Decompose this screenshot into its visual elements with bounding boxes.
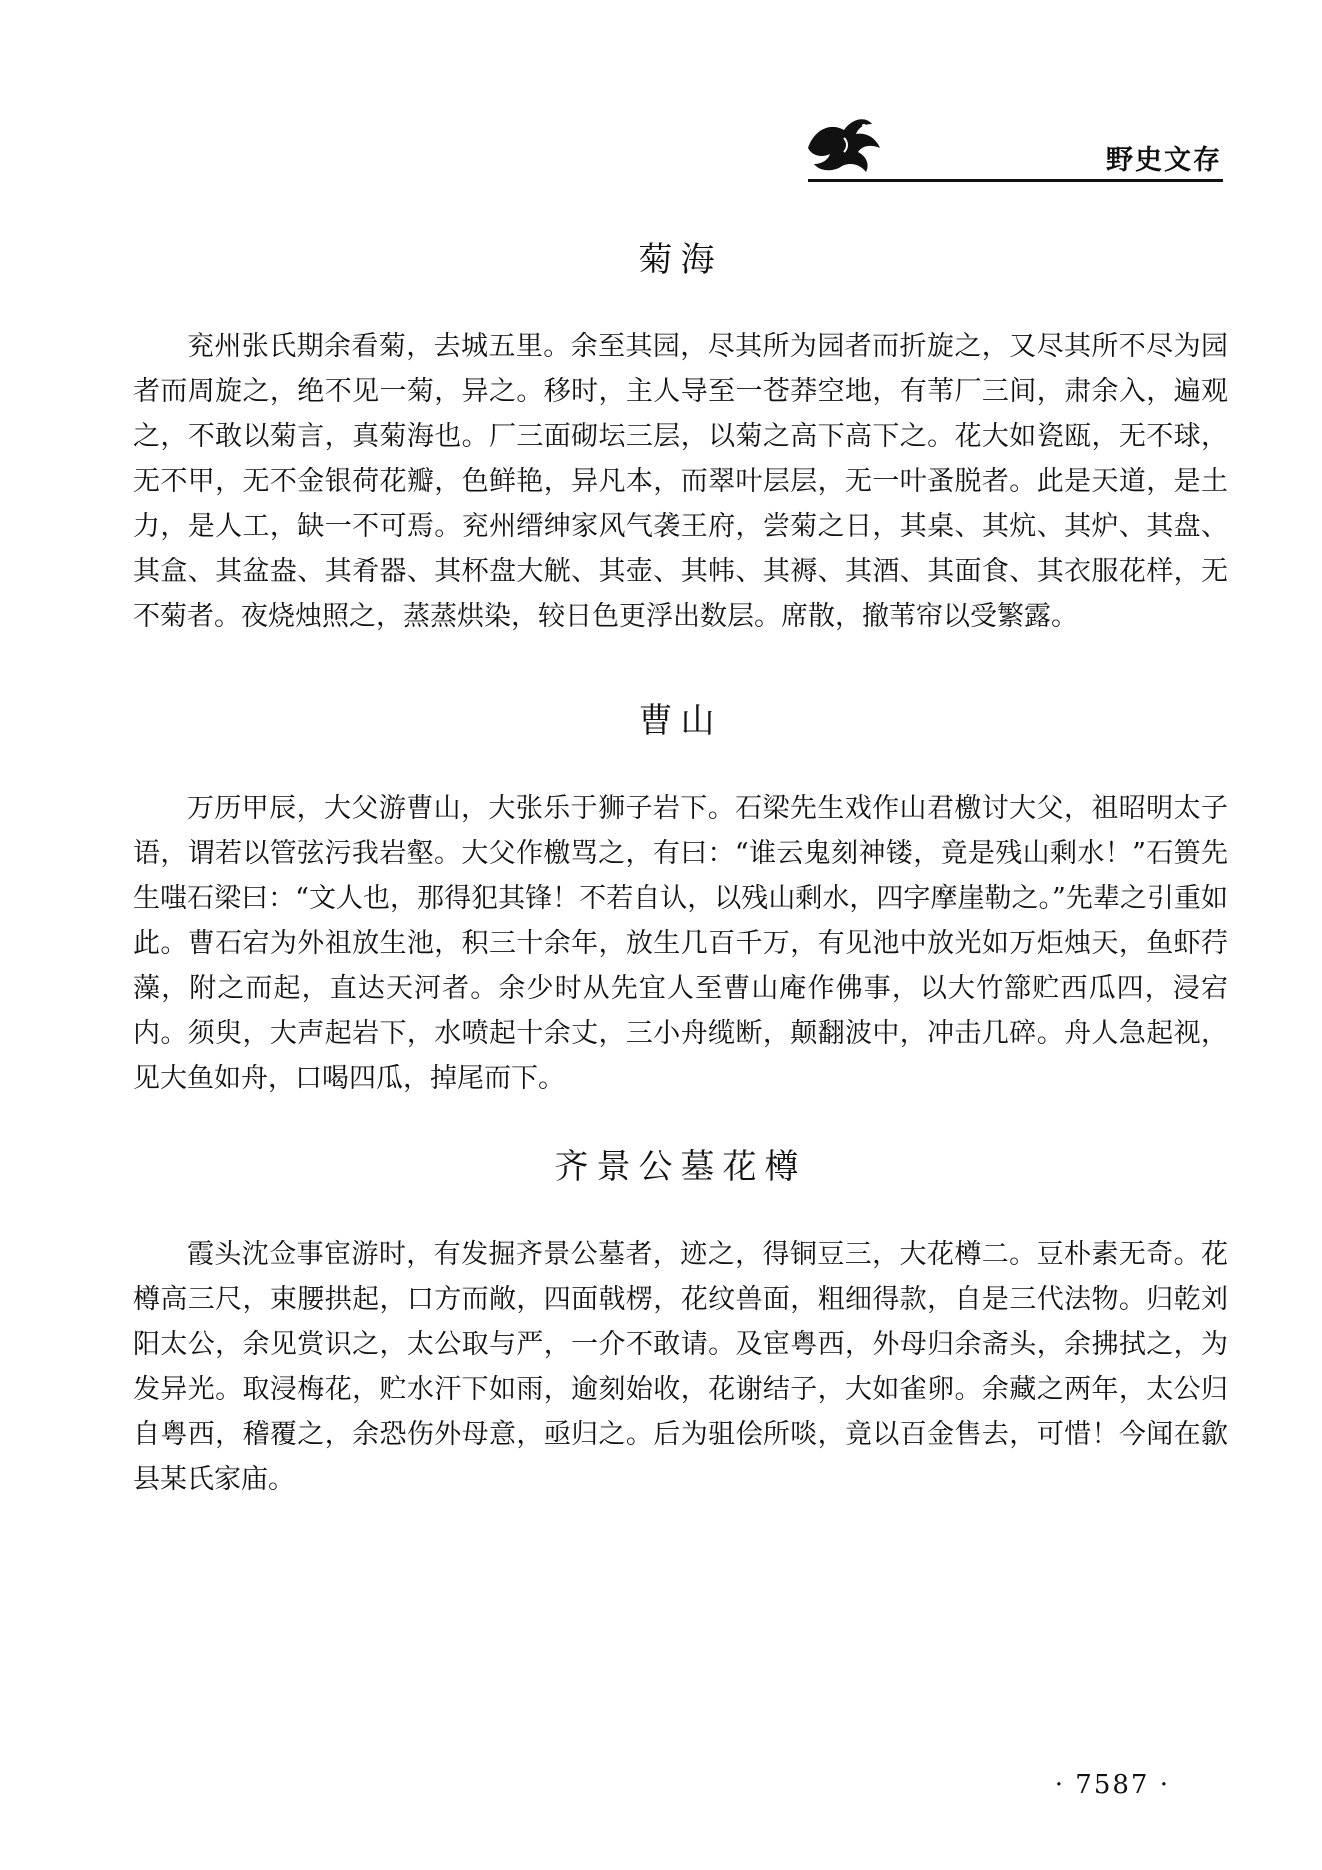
section-title-caoshan: 曹山 <box>638 701 723 741</box>
page-body <box>133 232 1228 1502</box>
section-title-juhai: 菊海 <box>638 240 723 280</box>
section-text-huazun: 霞头沈佥事宦游时，有发掘齐景公墓者，迹之，得铜豆三，大花樽二。豆朴素无奇。花樽高三尺，束腰拱起，口方而敞，四面戟楞，花纹兽面，粗细得款，自是三代法物。归乾刘阳太公，余见赏识之，太公取与严，一介不敢请。及宦粤西，外母归余斋头，余拂拭之，为发异光。取浸梅花，贮水汗下如雨，逾刻始收，花谢结子，大如雀卵。余藏之两年，太公归自粤西，稽覆之，余恐伤外母意，亟归之。后为驵侩所啖，竟以百金售去，可惜！今闻在歙县某氏家庙。 <box>133 1239 1228 1495</box>
section-title-huazun: 齐景公墓花樽 <box>554 1147 807 1187</box>
section-text-juhai: 兖州张氏期余看菊，去城五里。余至其园，尽其所为园者而折旋之，又尽其所不尽为园者而周旋之，绝不见一菊，异之。移时，主人导至一苍莽空地，有苇厂三间，肃余入，遍观之，不敢以菊言，真菊海也。厂三面砌坛三层，以菊之高下高下之。花大如瓷瓯，无不球，无不甲，无不金银荷花瓣，色鲜艳，异凡本，而翠叶层层，无一叶蚤脱者。此是天道，是土力，是人工，缺一不可焉。兖州缙绅家风气袭王府，尝菊之日，其桌、其炕、其炉、其盘、其盒、其盆盎、其肴器、其杯盘大觥、其壶、其帏、其褥、其酒、其面食、其衣服花样，无不菊者。夜烧烛照之，蒸蒸烘染，较日色更浮出数层。席散，撤苇帘以受繁露。 <box>133 331 1228 632</box>
page-header <box>0 0 1322 190</box>
running-title: 野史文存 <box>1106 145 1222 176</box>
page-number: · 7587 · <box>1054 1770 1170 1800</box>
header-rule <box>808 179 1223 182</box>
dragon-emblem-icon <box>800 108 890 178</box>
section-text-caoshan: 万历甲辰，大父游曹山，大张乐于狮子岩下。石梁先生戏作山君檄讨大父，祖昭明太子语，谓若以管弦污我岩壑。大父作檄骂之，有曰：“谁云鬼刻神镂，竟是残山剩水！”石篑先生嗤石梁曰：“文人也，那得犯其锋！不若自认，以残山剩水，四字摩崖勒之。”先辈之引重如此。曹石宕为外祖放生池，积三十余年，放生几百千万，有见池中放光如万炬烛天，鱼虾荇藻，附之而起，直达天河者。余少时从先宜人至曹山庵作佛事，以大竹篰贮西瓜四，浸宕内。须臾，大声起岩下，水喷起十余丈，三小舟缆断，颠翻波中，冲击几碎。舟人急起视，见大鱼如舟，口喝四瓜，掉尾而下。 <box>133 793 1228 1094</box>
